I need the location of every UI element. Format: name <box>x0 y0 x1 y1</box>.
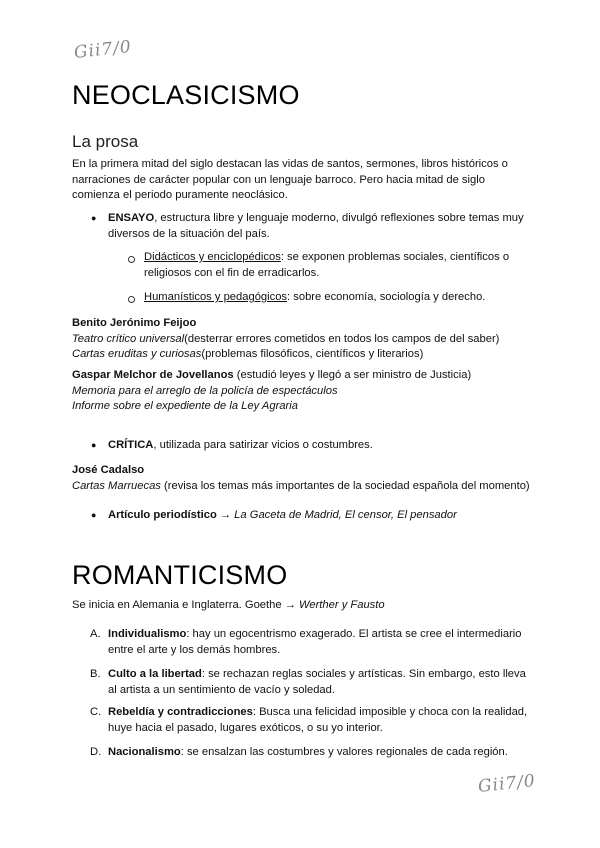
signature-top: Gii7/0 <box>73 37 133 63</box>
feijoo-name: Benito Jerónimo Feijoo <box>72 317 197 329</box>
list-item <box>108 627 538 658</box>
feijoo-block <box>72 316 532 363</box>
cadalso-name: José Cadalso <box>72 464 145 476</box>
didacticos-text-1: : se exponen problemas sociales, científicos o <box>280 251 510 263</box>
subheading-la-prosa: La prosa <box>72 132 139 151</box>
romanticismo-intro-text: Se inicia en Alemania e Inglaterra. Goethe → <box>72 599 299 611</box>
ensayo-item <box>108 211 528 242</box>
feijoo-work2-desc: (problemas filosóficos, científicos y literarios) <box>201 348 424 360</box>
heading-romanticismo: ROMANTICISMO <box>72 560 288 590</box>
item-text-1: : se rechazan reglas sociales y artísticas. Sin embargo, esto lleva <box>201 668 526 680</box>
list-marker: A. <box>90 628 101 640</box>
critica-text: , utilizada para satirizar vicios o costumbres. <box>153 439 373 451</box>
critica-term: CRÍTICA <box>108 439 154 451</box>
cadalso-work-desc: (revisa los temas más importantes de la sociedad española del momento) <box>160 479 530 492</box>
heading-neoclasicismo: NEOCLASICISMO <box>72 80 300 110</box>
list-marker: B. <box>90 668 101 680</box>
sub-bullet-circle <box>128 296 135 303</box>
humanisticos-text: : sobre economía, sociología y derecho. <box>287 291 486 303</box>
ensayo-text-2: diversos de la situación del país. <box>108 227 270 240</box>
romanticismo-intro <box>72 598 532 614</box>
list-marker: C. <box>90 706 102 718</box>
didacticos-item <box>144 250 524 281</box>
jovellanos-name: Gaspar Melchor de Jovellanos <box>72 369 234 381</box>
list-item <box>108 667 538 698</box>
item-term: Rebeldía y contradicciones <box>108 706 253 718</box>
list-item <box>108 705 538 736</box>
jovellanos-note: (estudió leyes y llegó a ser ministro de Justicia) <box>233 369 472 381</box>
bullet-dot: ● <box>91 510 97 520</box>
feijoo-work1-desc: (desterrar errores cometidos en todos los campos de del saber) <box>184 332 500 345</box>
articulo-term: Artículo periodístico <box>108 509 217 521</box>
item-text-2: huye hacia el pasado, lugares exóticos, o su yo interior. <box>108 721 383 734</box>
jovellanos-work1: Memoria para el arreglo de la policía de espectáculos <box>72 384 338 397</box>
signature-bottom: Gii7/0 <box>477 771 537 797</box>
list-marker: D. <box>90 746 102 758</box>
bullet-dot: ● <box>91 213 97 223</box>
critica-item <box>108 438 528 454</box>
intro-paragraph: En la primera mitad del siglo destacan las vidas de santos, sermones, libros históricos o narraciones de carácter popular con un lenguaje barroco. Pero hacia mitad de siglo comienza el periodo puramente neoclásico. <box>72 158 508 201</box>
feijoo-work1-title: Teatro crítico universal <box>72 332 185 345</box>
item-term: Individualismo <box>108 628 187 640</box>
ensayo-term: ENSAYO <box>108 212 155 224</box>
articulo-works: → La Gaceta de Madrid, El censor, El pensador <box>216 509 457 521</box>
didacticos-term: Didácticos y enciclopédicos <box>144 251 281 263</box>
feijoo-work2-title: Cartas eruditas y curiosas <box>72 348 202 360</box>
item-text-2: al artista a un sentimiento de vacío y soledad. <box>108 683 335 696</box>
item-term: Nacionalismo <box>108 746 181 758</box>
cadalso-block <box>72 463 542 494</box>
didacticos-text-2: religiosos con el fin de erradicarlos. <box>144 266 320 279</box>
jovellanos-block <box>72 368 532 415</box>
item-text-2: entre el arte y los demás hombres. <box>108 643 281 656</box>
ensayo-text-1: , estructura libre y lenguaje moderno, divulgó reflexiones sobre temas muy <box>154 212 524 224</box>
item-text-1: : hay un egocentrismo exagerado. El artista se cree el intermediario <box>186 628 522 640</box>
humanisticos-item <box>144 290 524 306</box>
bullet-dot: ● <box>91 440 97 450</box>
item-text-1: : se ensalzan las costumbres y valores regionales de cada región. <box>180 746 508 758</box>
humanisticos-term: Humanísticos y pedagógicos <box>144 291 288 303</box>
list-item <box>108 745 538 761</box>
romanticismo-intro-works: Werther y Fausto <box>299 599 385 611</box>
sub-bullet-circle <box>128 256 135 263</box>
cadalso-work-title: Cartas Marruecas <box>72 479 161 492</box>
jovellanos-work2: Informe sobre el expediente de la Ley Agraria <box>72 400 298 412</box>
articulo-item <box>108 508 528 524</box>
item-text-1: : Busca una felicidad imposible y choca con la realidad, <box>252 706 528 718</box>
item-term: Culto a la libertad <box>108 668 202 680</box>
